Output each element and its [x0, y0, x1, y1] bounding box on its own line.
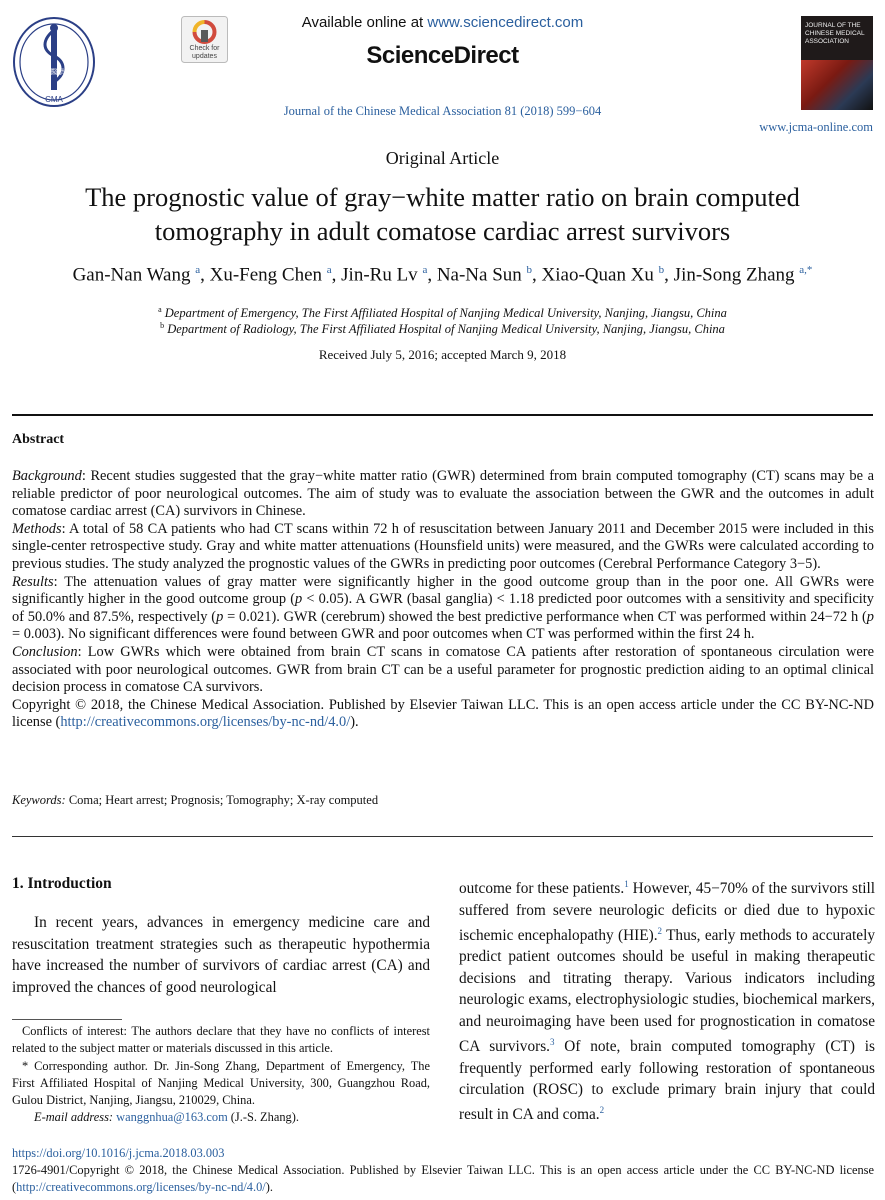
email-link[interactable]: wanggnhua@163.com	[116, 1110, 228, 1125]
cover-title: JOURNAL OF THE CHINESE MEDICAL ASSOCIATION	[805, 22, 865, 45]
results-label: Results	[12, 573, 54, 590]
author-name[interactable]: Gan-Nan Wang	[72, 264, 191, 286]
methods-label: Methods	[12, 520, 62, 537]
conclusion-label: Conclusion	[12, 643, 78, 660]
section-heading-introduction: 1. Introduction	[12, 875, 112, 892]
author-affiliation-marker[interactable]: b	[658, 264, 665, 276]
keywords-label: Keywords:	[12, 793, 66, 807]
copyright-end: ).	[350, 714, 359, 731]
reference-link[interactable]: 2	[599, 1105, 605, 1116]
divider	[12, 414, 873, 416]
author-separator: ,	[200, 264, 210, 286]
abstract-body	[12, 468, 874, 732]
author-separator: ,	[331, 264, 342, 286]
author-separator: ,	[427, 264, 437, 286]
author-separator: ,	[664, 264, 674, 286]
footnotes	[12, 1023, 430, 1127]
affiliation-a-label: a	[158, 305, 162, 314]
background-label: Background	[12, 468, 82, 484]
footnote-corresponding: * Corresponding author. Dr. Jin-Song Zhang, Department of Emergency, The First Affiliated Hospital of Nanjing Medical University, 300, Guangzhou Road, Gulou District, Nanjing, Jiangsu, 210029, China.	[12, 1058, 430, 1108]
article-title: The prognostic value of gray−white matter ratio on brain computed tomography in adult comatose cardiac arrest survivors	[85, 182, 800, 246]
check-for-updates-label: Check for updates	[189, 45, 220, 60]
results-text: : The attenuation values of gray matter were significantly higher in the good outcome group than in the poor one. All GWRs were significantly higher in the good outcome group (	[12, 573, 874, 608]
intro-text: outcome for these patients.	[459, 880, 625, 898]
affiliation-a-text: Department of Emergency, The First Affiliated Hospital of Nanjing Medical University, Nanjing, Jiangsu, China	[164, 306, 727, 321]
author-separator: ,	[532, 264, 542, 286]
available-online	[0, 14, 885, 31]
author-affiliation-marker[interactable]: a,*	[799, 264, 813, 276]
author-name[interactable]: Jin-Ru Lv	[341, 264, 418, 286]
journal-citation[interactable]: Journal of the Chinese Medical Association 81 (2018) 599−604	[283, 104, 602, 118]
affiliation-b-label: b	[160, 321, 165, 330]
sciencedirect-link[interactable]: www.sciencedirect.com	[427, 14, 584, 31]
available-online-label: Available online at	[301, 14, 428, 31]
email-label: E-mail address:	[34, 1110, 114, 1125]
svg-text:CMA: CMA	[45, 95, 63, 104]
p-symbol: p	[216, 608, 224, 625]
footnote-email	[12, 1109, 430, 1126]
author-affiliation-marker[interactable]: a	[422, 264, 428, 276]
author-affiliation-marker[interactable]: b	[526, 264, 533, 276]
abstract-copyright	[12, 697, 874, 732]
abstract-heading: Abstract	[12, 432, 65, 447]
copyright-text: Copyright © 2018, the Chinese Medical Association. Published by Elsevier Taiwan LLC. This is an open access article under the CC BY-NC-ND license (	[12, 696, 874, 731]
footnote-divider	[12, 1019, 122, 1020]
author-affiliation-marker[interactable]: a	[326, 264, 332, 276]
background-text: : Recent studies suggested that the gray−white matter ratio (GWR) determined from brain computed tomography (CT) scans may be a reliable predictor of poor neurological outcomes. The aim of study was to evaluate the association between the GWR and the outcomes in adult comatose cardiac arrest (CA) survivors in Chinese.	[12, 468, 874, 520]
author-list	[0, 264, 885, 286]
issn-copyright	[12, 1162, 874, 1195]
results-text: = 0.003). No significant differences were found between GWR and poor outcomes when CT was performed within the first 24 h.	[12, 626, 755, 643]
reference-link[interactable]: 2	[657, 925, 663, 936]
keywords	[12, 793, 378, 808]
author-name[interactable]: Na-Na Sun	[436, 264, 522, 286]
divider	[12, 836, 873, 837]
journal-website-link[interactable]: www.jcma-online.com	[759, 120, 873, 134]
reference-link[interactable]: 1	[624, 879, 629, 889]
author-name[interactable]: Xiao-Quan Xu	[541, 264, 654, 286]
received-date: Received July 5, 2016; accepted March 9, 2018	[318, 347, 567, 362]
footer-license-link[interactable]: http://creativecommons.org/licenses/by-nc-nd/4.0/	[16, 1179, 266, 1194]
results-text: < 0.05). A GWR (basal ganglia) < 1.18 predicted poor outcomes with a sensitivity and specificity of 50.0% and 87.5%, respectively (	[12, 591, 874, 625]
author-name[interactable]: Xu-Feng Chen	[209, 264, 323, 286]
intro-paragraph-left: In recent years, advances in emergency medicine care and resuscitation treatment strategies such as therapeutic hypothermia have increased the number of survivors of cardiac arrest (CA) and improved the chances of good neurological	[12, 914, 430, 997]
abstract-methods	[12, 521, 874, 574]
author-affiliation-marker[interactable]: a	[195, 264, 201, 276]
footnote-conflicts: Conflicts of interest: The authors declare that they have no conflicts of interest related to the subject matter or materials discussed in this article.	[12, 1024, 430, 1056]
intro-text: Of note, brain computed tomography (CT) is frequently performed early following restoration of spontaneous circulation (ROSC) to exclude primary brain injury that could result in CA and coma.	[459, 1038, 875, 1124]
sciencedirect-brand: ScienceDirect	[366, 42, 519, 69]
results-text: = 0.021). GWR (cerebrum) showed the best predictive performance when CT was performed within 24−72 h (	[223, 608, 867, 625]
intro-paragraph-right	[459, 874, 875, 1126]
methods-text: : A total of 58 CA patients who had CT scans within 72 h of resuscitation between January 2011 and December 2015 were included in this single-center retrospective study. Gray and white matter attenuations (Hounsfield units) were measured, and the GWRs were calculated according to previous studies. The study analyzed the prognostic values of the GWRs in predicting poor outcomes (Cerebral Performance Category 3−5).	[12, 520, 874, 572]
conclusion-text: : Low GWRs which were obtained from brain CT scans in comatose CA patients after restoration of spontaneous circulation were associated with poor neurological outcomes. GWR from brain CT can be a useful parameter for prognostic prediction aiding to an optimal clinical decision process in comatose CA survivors.	[12, 643, 874, 696]
cover-artwork	[801, 60, 873, 110]
author-name[interactable]: Jin-Song Zhang	[673, 264, 795, 286]
footer-end: ).	[265, 1179, 273, 1194]
intro-text: However, 45−70% of the survivors still suffered from severe neurologic deficits or died due to hypoxic ischemic encephalopathy (HIE).	[459, 880, 875, 944]
email-suffix: (J.-S. Zhang).	[227, 1110, 299, 1125]
issn-copyright-text: 1726-4901/Copyright © 2018, the Chinese Medical Association. Published by Elsevier Taiwan LLC. This is an open access article under the CC BY-NC-ND license (	[12, 1163, 874, 1194]
reference-link[interactable]: 3	[549, 1037, 555, 1048]
p-symbol: p	[866, 608, 874, 625]
abstract-results	[12, 574, 874, 644]
keywords-text: Coma; Heart arrest; Prognosis; Tomography; X-ray computed	[65, 793, 379, 807]
affiliation-a	[0, 305, 885, 321]
intro-text: Thus, early methods to accurately predict patient outcomes should be useful in making therapeutic decisions and titrating therapy. Various indicators including neurologic exams, electrophysiologic studies, biochemical markers, and neuroimaging have been used for prognostication in comatose CA survivors.	[459, 927, 875, 1056]
article-type: Original Article	[385, 148, 500, 168]
journal-cover-image	[801, 16, 873, 110]
abstract-conclusion	[12, 644, 874, 697]
abstract-background	[12, 468, 874, 521]
license-link[interactable]: http://creativecommons.org/licenses/by-nc-nd/4.0/	[60, 714, 351, 731]
svg-text:中華醫學會: 中華醫學會	[36, 68, 72, 76]
affiliation-b	[0, 321, 885, 337]
affiliation-b-text: Department of Radiology, The First Affiliated Hospital of Nanjing Medical University, Nanjing, Jiangsu, China	[167, 322, 725, 337]
p-symbol: p	[295, 591, 303, 608]
doi-link[interactable]: https://doi.org/10.1016/j.jcma.2018.03.003	[12, 1146, 225, 1160]
